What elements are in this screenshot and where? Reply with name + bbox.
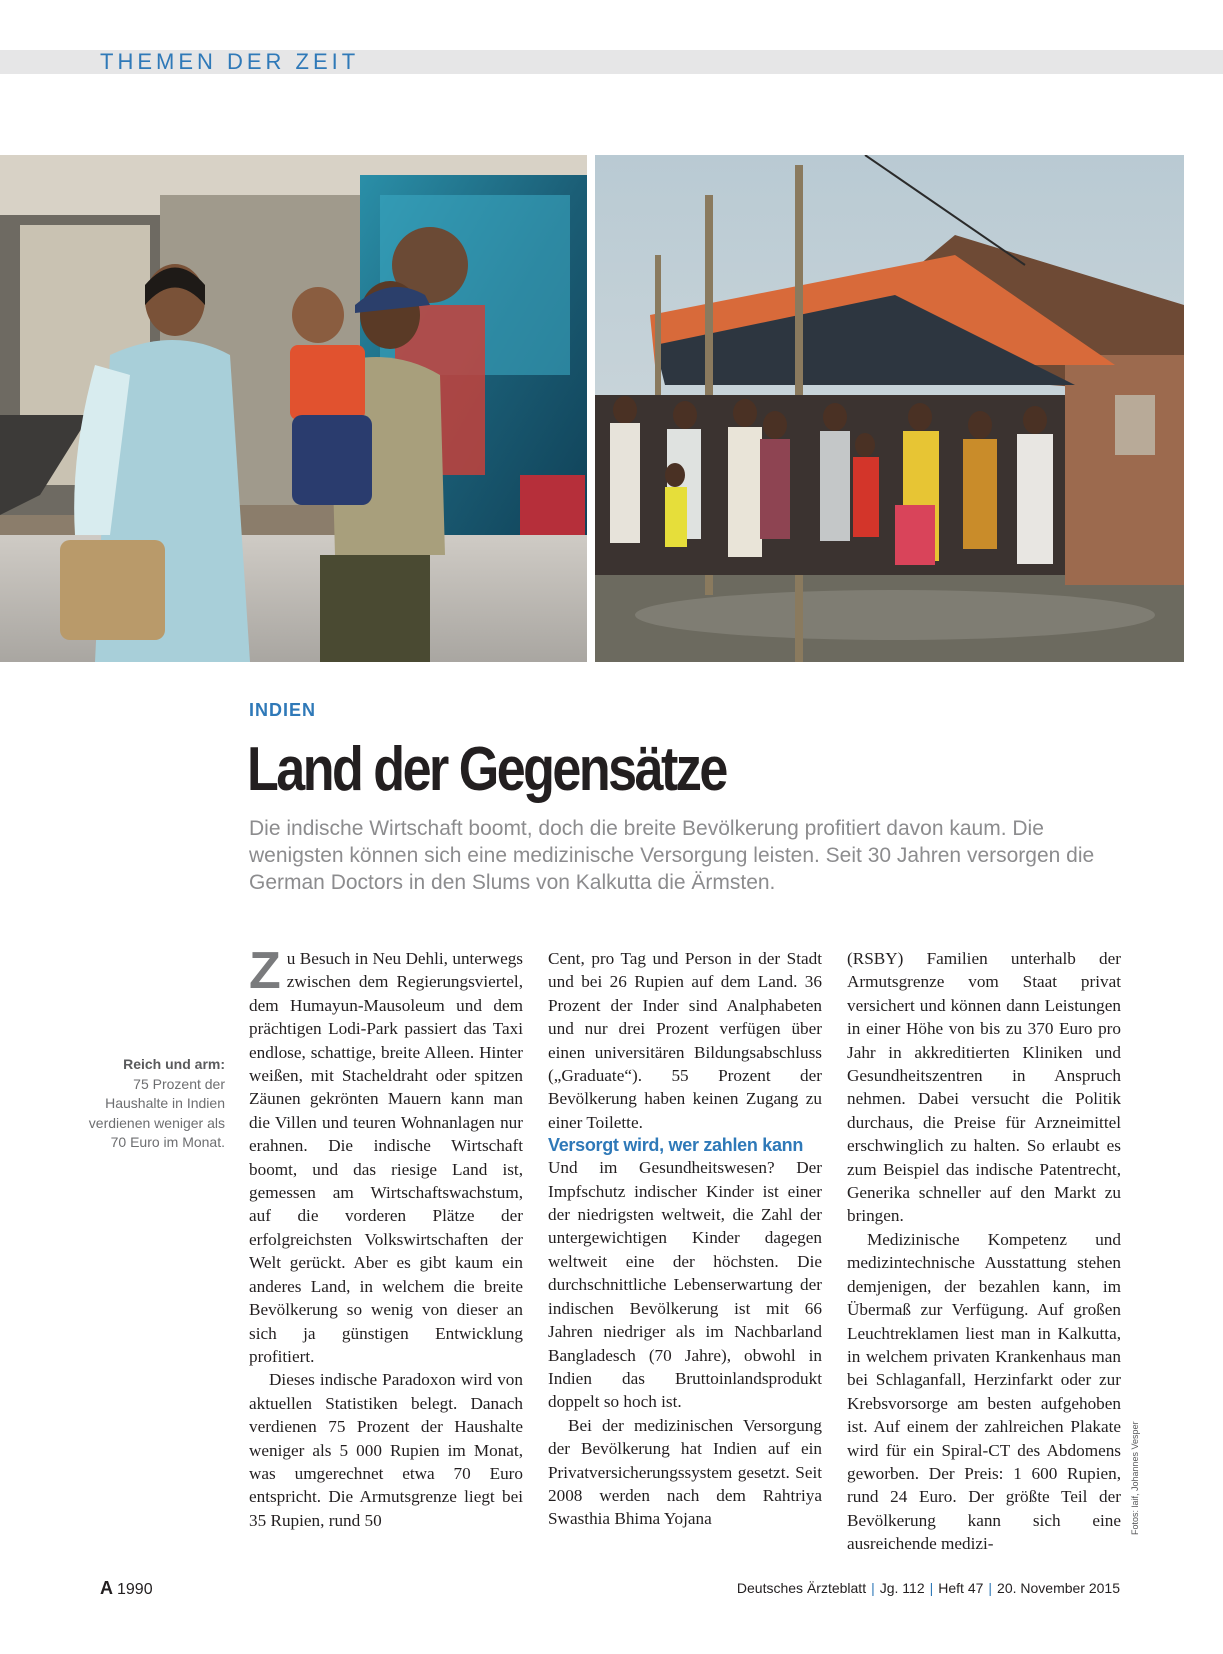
paragraph: Und im Gesundheitswesen? Der Impfschutz indischer Kinder ist einer der niedrigsten weltweit, die Zahl der untergewichtigen Kinder dagegen weltweit eine der höchsten. Die durchschnittliche Lebenserwartung der indischen Bevölkerung ist mit 66 Jahren niedriger als im Nachbarland Bangladesch (70 Jahre), obwohl in Indien das Bruttoinlandsprodukt doppelt so hoch ist. <box>548 1158 822 1412</box>
footer-journal-info <box>737 1580 1120 1596</box>
journal-issue: Heft 47 <box>938 1580 984 1596</box>
photo-shopping-mall <box>0 155 587 662</box>
text-column-1 <box>249 942 523 1532</box>
separator: | <box>988 1580 993 1596</box>
paragraph: Medizinische Kompetenz und medizintechnische Ausstattung stehen demjenigen, der bezahlen kann, im Übermaß zur Verfügung. Auf großen Leuchtreklamen liest man in Kalkutta, in welchem privaten Krankenhaus man bei Schlaganfall, Herzinfarkt oder zur Krebsvorsorge am besten aufgehoben ist. Auf einem der zahlreichen Plakate wird für ein Spiral-CT des Abdomens geworben. Der Preis: 1 600 Rupien, rund 24 Euro. Der größte Teil der Bevölkerung kann sich eine ausreichende medizi- <box>847 1229 1121 1554</box>
page-number <box>100 1578 153 1599</box>
paragraph: u Besuch in Neu Dehli, unterwegs zwischen dem Regierungsviertel, dem Humayun-Mausoleum und dem prächtigen Lodi-Park passiert das Taxi endlose, schattige, breite Alleen. Hinter weißen, mit Stacheldraht oder spitzen Zäunen gekrönten Mauern kann man die Villen und teuren Wohnanlagen nur erahnen. Die indische Wirtschaft boomt, und das riesige Land ist, gemessen am Wirtschaftswachstum, auf die vorderen Plätze der erfolgreichsten Volkswirtschaften der Welt gerückt. Aber es gibt kaum ein anderes Land, in welchem die breite Bevölkerung so wenig von dieser an sich ja günstigen Entwicklung profitiert. <box>249 949 523 1366</box>
journal-volume: Jg. 112 <box>879 1580 925 1596</box>
separator: | <box>871 1580 875 1596</box>
article-lead: Die indische Wirtschaft boomt, doch die breite Bevölkerung profitiert davon kaum. Die wenigsten können sich eine medizinische Versorgung leisten. Seit 30 Jahren versorgen die German Doctors in den Slums von Kalkutta die Ärmsten. <box>249 817 1095 894</box>
caption-text: 75 Prozent der Haushalte in Indien verdienen weniger als 70 Euro im Monat. <box>88 1075 225 1150</box>
journal-date: 20. November 2015 <box>997 1580 1120 1596</box>
text-column-2 <box>548 947 822 1531</box>
article-headline: Land der Gegensätze <box>247 735 726 804</box>
text-column-3 <box>847 947 1121 1556</box>
page-prefix: A <box>100 1578 113 1598</box>
caption-title: Reich und arm: <box>123 1056 225 1072</box>
separator: | <box>929 1580 934 1596</box>
article-kicker: INDIEN <box>249 700 317 720</box>
journal-name: Deutsches Ärzteblatt <box>736 1580 867 1596</box>
photo-caption <box>88 1055 225 1153</box>
drop-cap: Z <box>249 942 281 1000</box>
paragraph: (RSBY) Familien unterhalb der Armutsgrenze vom Staat privat versichert und können dann Leistungen in einer Höhe von bis zu 370 Euro pro Jahr in akkreditierten Kliniken und Gesundheitszentren in Anspruch nehmen. Dabei versucht die Politik durchaus, die Preise für Arzneimittel erschwinglich zu halten. So erlaubt es zum Beispiel das indische Patentrecht, Generika schneller auf den Markt zu bringen. <box>847 949 1121 1226</box>
section-title: THEMEN DER ZEIT <box>100 49 360 74</box>
article-subheading: Versorgt wird, wer zahlen kann <box>548 1135 804 1156</box>
photo-slum-shelter <box>595 155 1184 662</box>
photo-credit: Fotos: laif, Johannes Vesper <box>1130 1421 1140 1535</box>
paragraph: Bei der medizinischen Versorgung der Bevölkerung hat Indien auf ein Privatversicherungssystem gesetzt. Seit 2008 werden nach dem Rahtriya Swasthia Bhima Yojana <box>548 1415 822 1529</box>
paragraph: Cent, pro Tag und Person in der Stadt und bei 26 Rupien auf dem Land. 36 Prozent der Inder sind Analphabeten und nur drei Prozent verfügen über einen universitären Bildungsabschluss („Graduate“). 55 Prozent der Bevölkerung haben keinen Zugang zu einer Toilette. <box>548 949 822 1132</box>
paragraph: Dieses indische Paradoxon wird von aktuellen Statistiken belegt. Danach verdienen 75 Prozent der Haushalte weniger als 5 000 Rupien im Monat, was umgerechnet etwa 70 Euro entspricht. Die Armutsgrenze liegt bei 35 Rupien, rund 50 <box>249 1370 523 1530</box>
page-number-value: 1990 <box>117 1581 153 1598</box>
